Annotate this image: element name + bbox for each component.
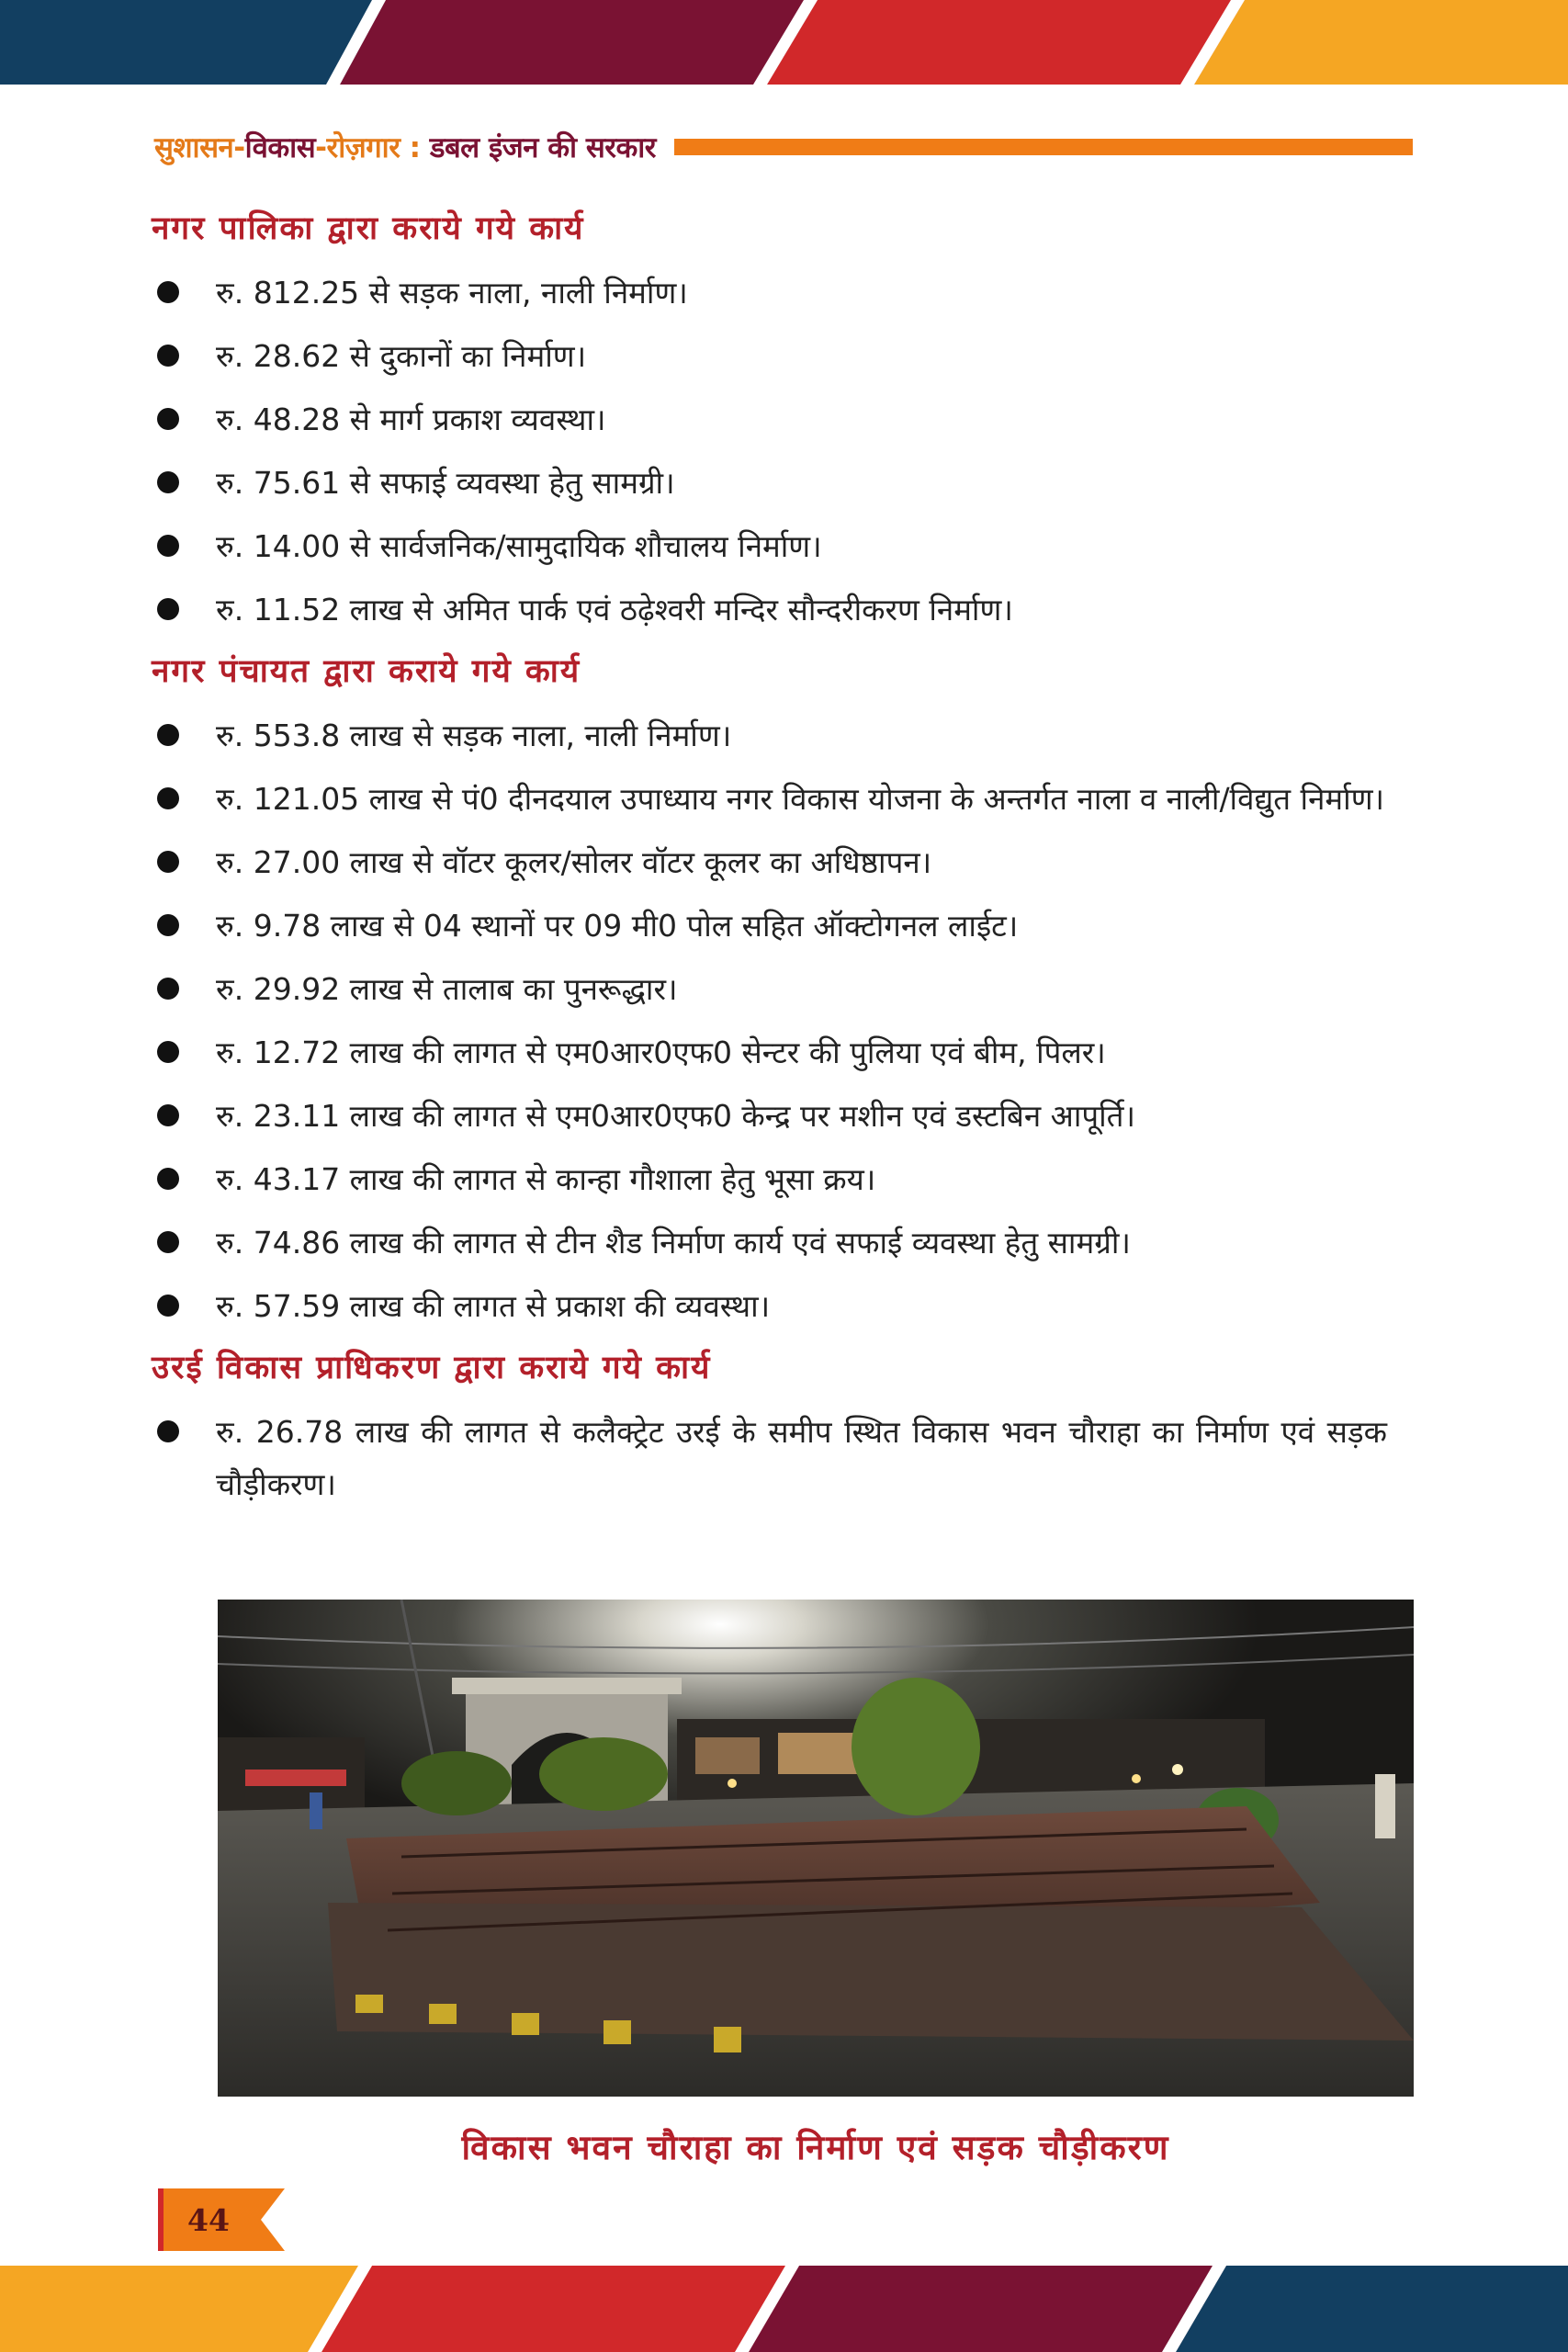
chauraha-photo <box>218 1600 1414 2097</box>
bullet-icon <box>157 1168 179 1190</box>
bullet-icon <box>157 1041 179 1063</box>
section-heading-nagar-panchayat: नगर पंचायत द्वारा कराये गये कार्य <box>152 653 581 690</box>
section-heading-urai-vikas: उरई विकास प्राधिकरण द्वारा कराये गये कार्य <box>152 1350 712 1386</box>
bullet-icon <box>157 1420 179 1442</box>
list-item: रु. 11.52 लाख से अमित पार्क एवं ठढ़ेश्वरी मन्दिर सौन्दरीकरण निर्माण। <box>152 583 1387 636</box>
bullet-icon <box>157 787 179 809</box>
list-urai-vikas <box>152 1406 1387 1510</box>
bullet-icon <box>157 408 179 430</box>
list-item: रु. 14.00 से सार्वजनिक/सामुदायिक शौचालय निर्माण। <box>152 520 1387 572</box>
list-item: रु. 74.86 लाख की लागत से टीन शैड निर्माण कार्य एवं सफाई व्यवस्था हेतु सामग्री। <box>152 1216 1387 1269</box>
list-item: रु. 43.17 लाख की लागत से कान्हा गौशाला हेतु भूसा क्रय। <box>152 1153 1387 1205</box>
bullet-icon <box>157 851 179 873</box>
list-item: रु. 26.78 लाख की लागत से कलैक्ट्रेट उरई के समीप स्थित विकास भवन चौराहा का निर्माण एवं सड़क चौड़ीकरण। <box>152 1406 1387 1510</box>
list-item: रु. 812.25 से सड़क नाला, नाली निर्माण। <box>152 266 1387 319</box>
top-decorative-band <box>0 0 1568 85</box>
header-title: सुशासन-विकास-रोज़गार : डबल इंजन की सरकार <box>154 131 656 164</box>
running-header <box>154 125 1413 169</box>
list-item: रु. 553.8 लाख से सड़क नाला, नाली निर्माण। <box>152 709 1387 762</box>
bullet-icon <box>157 281 179 303</box>
bullet-icon <box>157 535 179 557</box>
bullet-icon <box>157 1231 179 1253</box>
bullet-icon <box>157 1104 179 1126</box>
bottom-decorative-band <box>0 2266 1568 2352</box>
list-nagar-panchayat <box>152 709 1387 1332</box>
list-item: रु. 9.78 लाख से 04 स्थानों पर 09 मी0 पोल सहित ऑक्टोगनल लाईट। <box>152 899 1387 952</box>
list-item: रु. 121.05 लाख से पं0 दीनदयाल उपाध्याय नगर विकास योजना के अन्तर्गत नाला व नाली/विद्युत निर्माण। <box>152 773 1387 825</box>
bullet-icon <box>157 471 179 493</box>
bullet-icon <box>157 345 179 367</box>
list-item: रु. 57.59 लाख की लागत से प्रकाश की व्यवस्था। <box>152 1280 1387 1332</box>
list-item: रु. 28.62 से दुकानों का निर्माण। <box>152 330 1387 382</box>
list-nagar-palika <box>152 266 1387 636</box>
section-heading-nagar-palika: नगर पालिका द्वारा कराये गये कार्य <box>152 210 585 247</box>
bullet-icon <box>157 914 179 936</box>
list-item: रु. 29.92 लाख से तालाब का पुनरूद्धार। <box>152 963 1387 1015</box>
list-item: रु. 23.11 लाख की लागत से एम0आर0एफ0 केन्द्र पर मशीन एवं डस्टबिन आपूर्ति। <box>152 1090 1387 1142</box>
bullet-icon <box>157 598 179 620</box>
bullet-icon <box>157 978 179 1000</box>
main-content <box>152 204 1387 1521</box>
photo-caption: विकास भवन चौराहा का निर्माण एवं सड़क चौड़ीकरण <box>461 2128 1170 2167</box>
list-item: रु. 48.28 से मार्ग प्रकाश व्यवस्था। <box>152 393 1387 446</box>
list-item: रु. 75.61 से सफाई व्यवस्था हेतु सामग्री। <box>152 457 1387 509</box>
list-item: रु. 12.72 लाख की लागत से एम0आर0एफ0 सेन्टर की पुलिया एवं बीम, पिलर। <box>152 1026 1387 1079</box>
page-number: 44 <box>187 2201 230 2238</box>
list-item: रु. 27.00 लाख से वॉटर कूलर/सोलर वॉटर कूलर का अधिष्ठापन। <box>152 836 1387 888</box>
header-rule <box>674 139 1413 155</box>
bullet-icon <box>157 1295 179 1317</box>
bullet-icon <box>157 724 179 746</box>
